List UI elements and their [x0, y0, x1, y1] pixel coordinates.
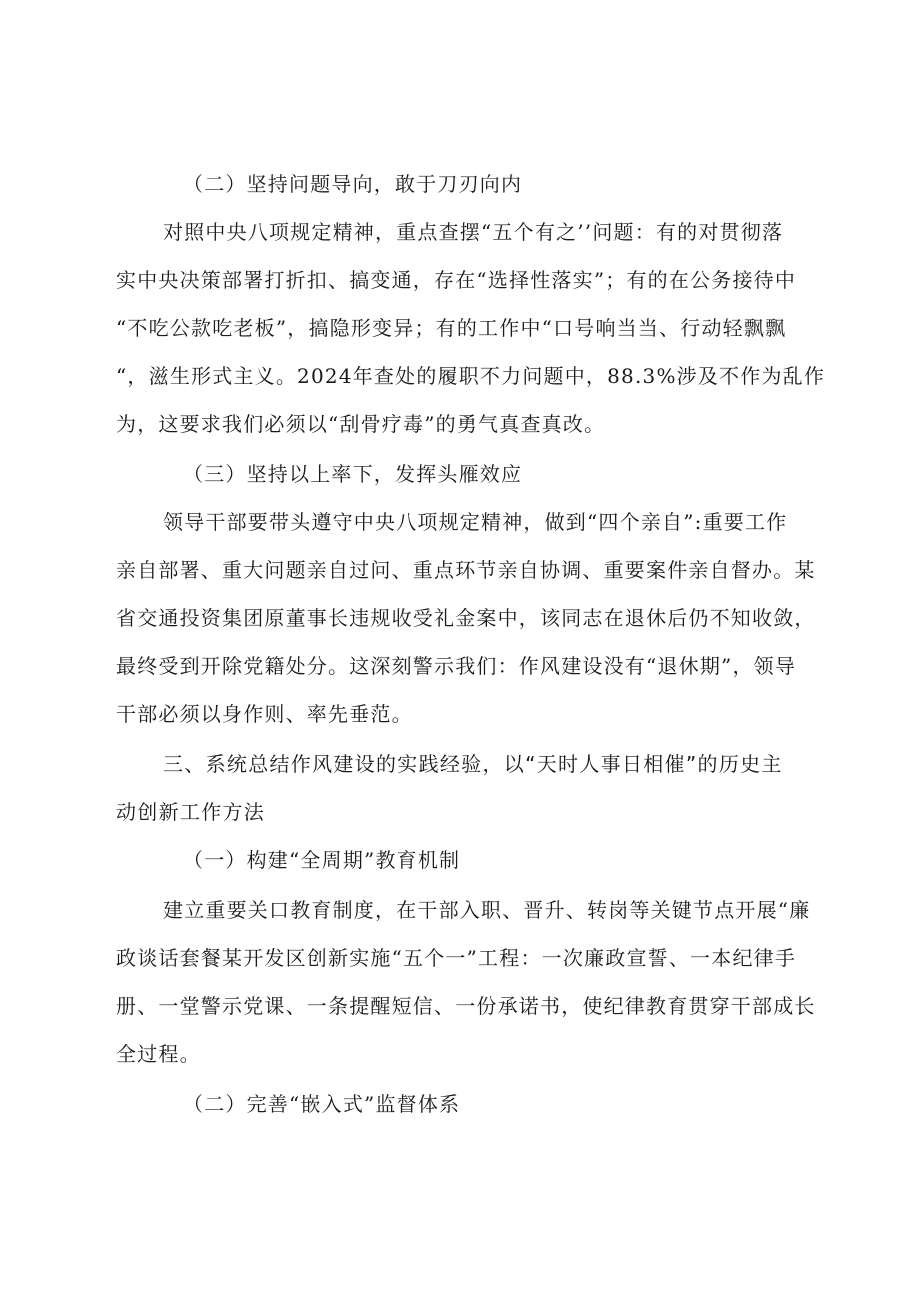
paragraph-2-line-4: 最终受到开除党籍处分。这深刻警示我们：作风建设没有“退休期”，领导 [116, 654, 797, 678]
major-heading-line-1: 三、系统总结作风建设的实践经验，以“天时人事日相催”的历史主 [163, 752, 783, 776]
paragraph-3-line-3: 册、一堂警示党课、一条提醒短信、一份承诺书，使纪律教育贯穿干部成长 [116, 994, 816, 1018]
paragraph-2-line-5: 干部必须以身作则、率先垂范。 [116, 702, 413, 726]
paragraph-1-line-5: 为，这要求我们必须以“刮骨疗毒”的勇气真查真改。 [116, 412, 606, 436]
paragraph-1-line-4: “，滋生形式主义。2024年查处的履职不力问题中，88.3%涉及不作为乱作 [116, 364, 826, 388]
section-heading-2: （二）坚持问题导向，敢于刀刃向内 [183, 172, 523, 196]
paragraph-1-line-1: 对照中央八项规定精神，重点查摆“五个有之’’问题：有的对贯彻落 [163, 220, 784, 244]
section-heading-3: （三）坚持以上率下，发挥头雁效应 [183, 462, 523, 486]
section-heading-2b: （二）完善“嵌入式”监督体系 [183, 1092, 461, 1116]
paragraph-3-line-1: 建立重要关口教育制度，在干部入职、晋升、转岗等关键节点开展“廉 [163, 898, 811, 922]
paragraph-1-line-2: 实中央决策部署打折扣、搞变通，存在“选择性落实”；有的在公务接待中 [116, 268, 797, 292]
paragraph-2-line-3: 省交通投资集团原董事长违规收受礼金案中，该同志在退休后仍不知收敛， [116, 606, 816, 630]
paragraph-2-line-1: 领导干部要带头遵守中央八项规定精神，做到“四个亲自”:重要工作 [163, 510, 788, 534]
section-heading-1: （一）构建“全周期”教育机制 [183, 848, 461, 872]
paragraph-1-line-3: “不吃公款吃老板”，搞隐形变异；有的工作中“口号响当当、行动轻飘飘 [116, 316, 787, 340]
paragraph-3-line-4: 全过程。 [116, 1042, 201, 1066]
major-heading-line-2: 动创新工作方法 [116, 800, 266, 824]
paragraph-3-line-2: 政谈话套餐某开发区创新实施“五个一”工程：一次廉政宣誓、一本纪律手 [116, 946, 797, 970]
paragraph-2-line-2: 亲自部署、重大问题亲自过问、重点环节亲自协调、重要案件亲自督办。某 [116, 558, 816, 582]
